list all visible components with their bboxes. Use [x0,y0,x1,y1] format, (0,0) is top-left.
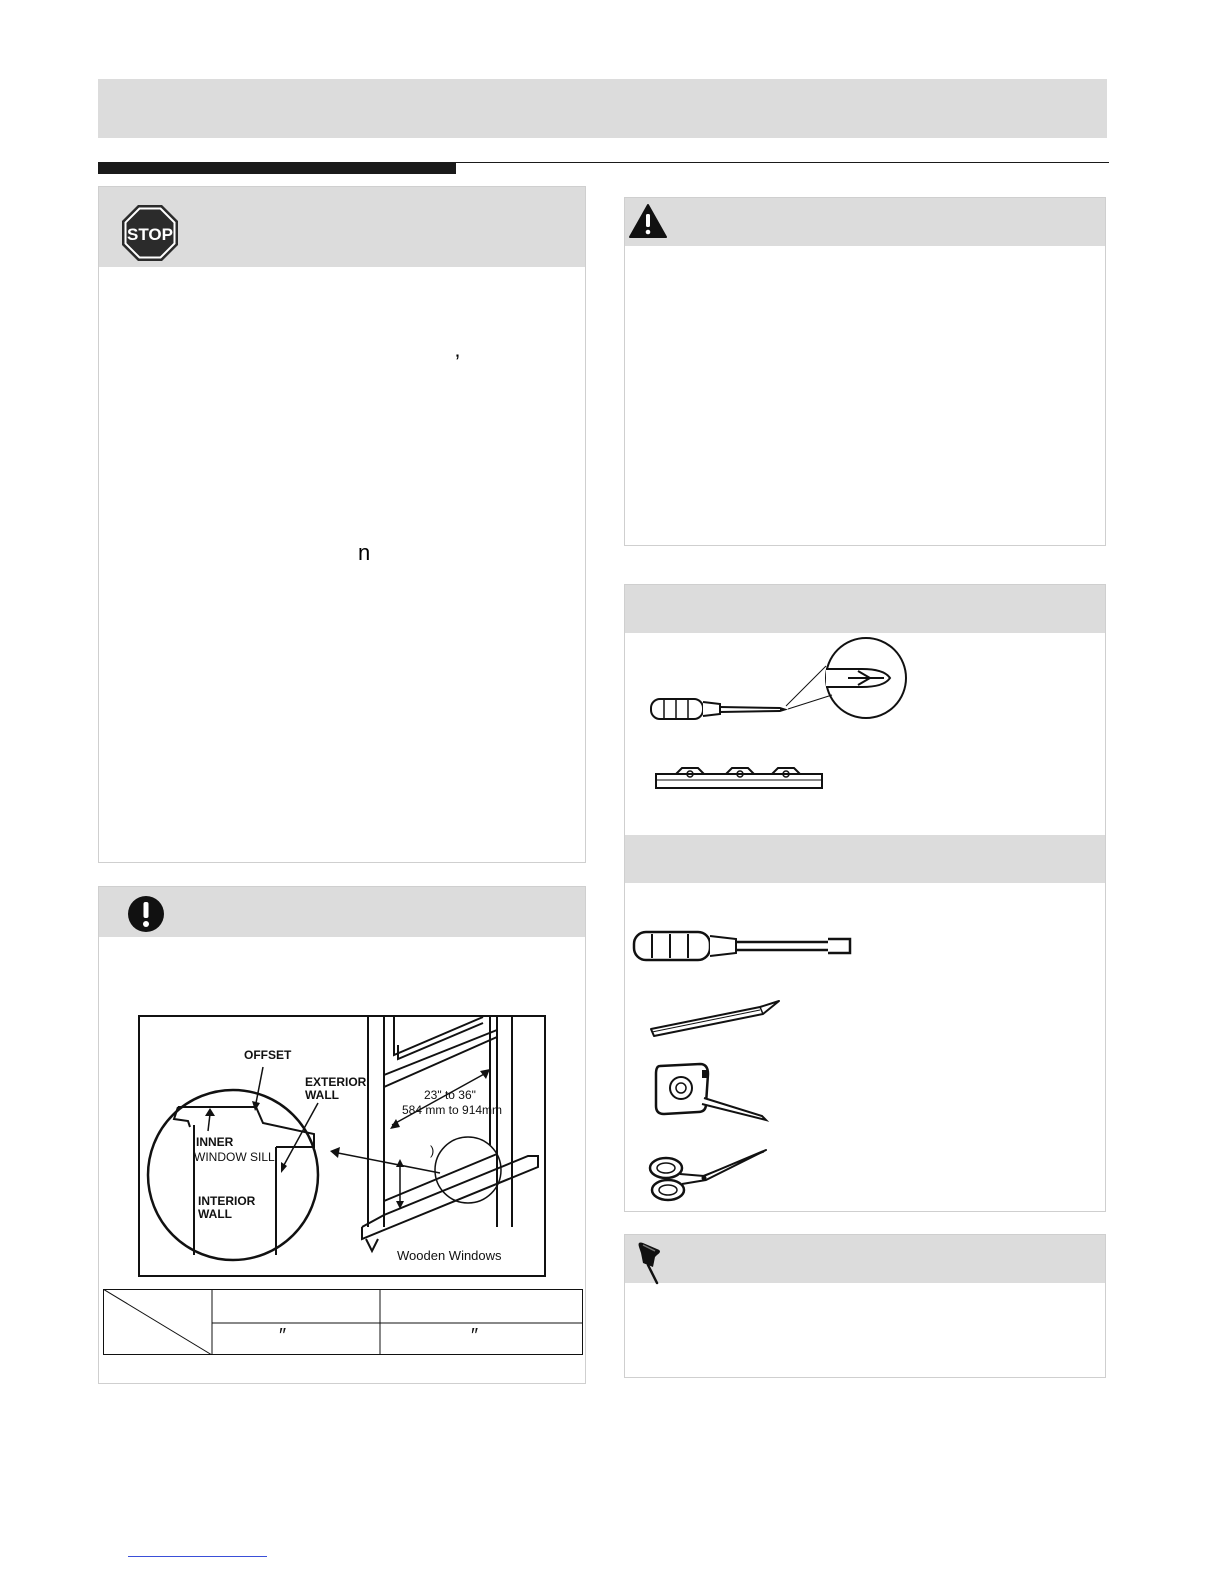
table-cell: ″ [471,1325,479,1347]
svg-text:): ) [430,1143,435,1158]
parts-panel-header [625,585,1105,633]
window-sill-diagram [138,1015,546,1277]
warning-panel [624,197,1106,546]
pencil-icon [648,998,782,1038]
diagram-caption: Wooden Windows [397,1248,502,1263]
warning-panel-header [625,198,1105,246]
spec-table [103,1289,583,1355]
interior-wall-label-2: WALL [198,1207,232,1221]
important-panel-header [99,887,585,937]
interior-wall-label: INTERIOR [198,1194,256,1208]
exclamation-circle-icon [127,895,165,933]
footer-link-underline[interactable] [128,1556,267,1557]
page-title-bar [98,79,1107,138]
exterior-wall-label-2: WALL [305,1088,339,1102]
note-panel-header [625,1235,1105,1283]
phillips-screwdriver-icon [648,636,910,722]
stop-panel [98,186,586,863]
tools-panel-header [625,835,1105,883]
stop-sign-icon [121,204,179,262]
table-cell: ″ [279,1325,287,1347]
pushpin-icon [633,1239,667,1285]
section-rule-thick [98,162,456,174]
inner-sill-label-2: WINDOW SILL [194,1150,275,1164]
offset-label: OFFSET [244,1048,292,1062]
stray-apostrophe: ’ [455,350,460,375]
scissors-icon [646,1146,770,1204]
width-range-mm: 584 mm to 914mm [402,1103,503,1117]
magnified-view-circle [148,1090,318,1260]
exterior-wall-label: EXTERIOR [305,1075,367,1089]
svg-text:STOP: STOP [127,225,173,244]
note-panel [624,1234,1106,1378]
width-range-inches: 23" to 36" [424,1088,476,1102]
inner-sill-label: INNER [196,1135,234,1149]
flat-screwdriver-icon [632,926,854,964]
warning-triangle-icon [628,203,668,239]
tape-measure-icon [654,1060,770,1122]
sill-bracket-icon [654,766,826,792]
stray-letter: n [358,540,371,565]
